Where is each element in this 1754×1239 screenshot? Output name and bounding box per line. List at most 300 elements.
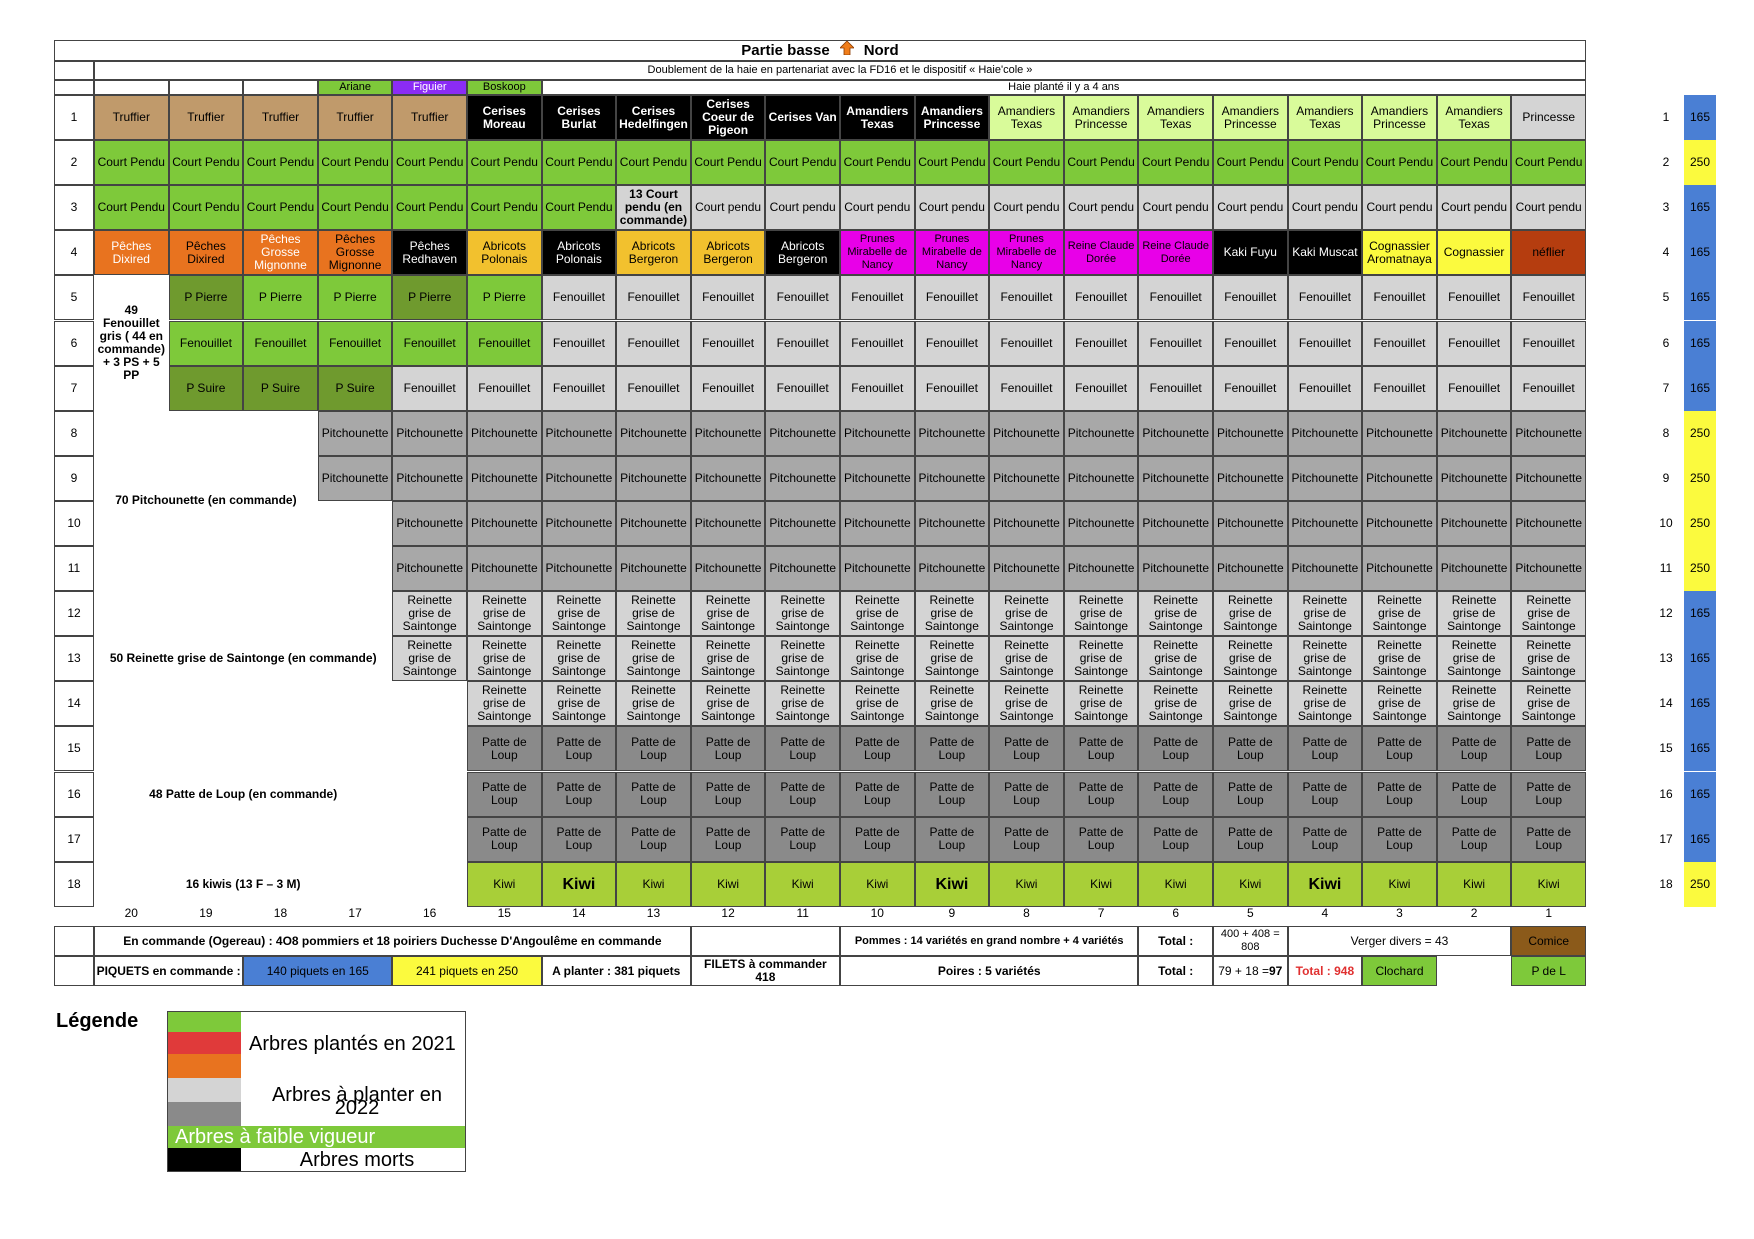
tree-cell: Court Pendu [616, 140, 691, 185]
tree-cell: Pitchounette [1288, 546, 1363, 591]
tree-cell: Court Pendu [989, 140, 1064, 185]
tree-cell: Court Pendu [691, 140, 766, 185]
tree-cell: Pêches Dixired [94, 230, 169, 275]
tree-cell: Court Pendu [94, 185, 169, 230]
tree-cell: Pitchounette [392, 411, 467, 456]
tree-cell: Cerises Burlat [542, 95, 617, 140]
tree-cell: Patte de Loup [765, 772, 840, 817]
tree-cell: Pitchounette [1437, 456, 1512, 501]
tree-cell: Pitchounette [1213, 456, 1288, 501]
tree-cell: Court pendu [1064, 185, 1139, 230]
tree-cell: Reinette grise de Saintonge [1511, 636, 1586, 681]
tree-cell: Reinette grise de Saintonge [1362, 681, 1437, 726]
tree-cell: Court Pendu [840, 140, 915, 185]
tree-cell: Court pendu [1437, 185, 1512, 230]
tree-cell: Reinette grise de Saintonge [840, 636, 915, 681]
tree-cell: Reinette grise de Saintonge [765, 591, 840, 636]
tree-cell: Court Pendu [1064, 140, 1139, 185]
tree-cell: Patte de Loup [1064, 817, 1139, 862]
tree-cell: Patte de Loup [840, 772, 915, 817]
tree-cell: 13 Court pendu (en commande) [616, 185, 691, 230]
tree-cell: Fenouillet [542, 275, 617, 320]
tree-cell: Pitchounette [1064, 546, 1139, 591]
tree-cell: Reinette grise de Saintonge [616, 591, 691, 636]
right-stake-size: 165 [1684, 275, 1716, 320]
tree-cell: Pitchounette [765, 411, 840, 456]
right-row-number: 5 [1662, 290, 1670, 305]
tree-cell: Fenouillet [1064, 366, 1139, 411]
tree-cell: Court pendu [691, 185, 766, 230]
right-row-number: 1 [1662, 110, 1670, 125]
tree-cell: Pitchounette [1437, 411, 1512, 456]
tree-cell: Abricots Bergeron [691, 230, 766, 275]
right-stake-size: 165 [1684, 591, 1716, 636]
tree-cell: Fenouillet [1511, 366, 1586, 411]
tree-cell: Court Pendu [392, 185, 467, 230]
tree-cell: Pitchounette [1213, 501, 1288, 546]
footer-total-all: Total : 948 [1288, 956, 1363, 986]
tree-cell: Kiwi [1064, 862, 1139, 907]
row-number: 8 [54, 411, 94, 456]
tree-cell: Patte de Loup [989, 817, 1064, 862]
tree-cell: Truffier [243, 95, 318, 140]
legend-swatch-red [167, 1032, 241, 1054]
tree-cell: Fenouillet [1138, 321, 1213, 366]
right-stake-size: 250 [1684, 411, 1716, 456]
tree-cell: Fenouillet [915, 366, 990, 411]
tree-cell: P Pierre [243, 275, 318, 320]
legend-swatch-green [167, 1011, 241, 1032]
tree-cell: Court pendu [1288, 185, 1363, 230]
tree-cell: Truffier [169, 95, 244, 140]
footer-pdel: P de L [1511, 956, 1586, 986]
tree-cell: Pêches Grosse Mignonne [318, 230, 393, 275]
legend-planted-2021: Arbres plantés en 2021 [249, 1033, 456, 1055]
north-arrow-icon [840, 41, 854, 55]
tree-cell: P Suire [318, 366, 393, 411]
tree-cell: Fenouillet [765, 275, 840, 320]
tree-cell: Pitchounette [989, 546, 1064, 591]
tree-cell: Patte de Loup [989, 726, 1064, 771]
tree-cell: Fenouillet [989, 275, 1064, 320]
tree-cell: Fenouillet [616, 275, 691, 320]
tree-cell: Pêches Grosse Mignonne [243, 230, 318, 275]
column-number: 6 [1172, 906, 1180, 921]
hedge-note: Haie planté il y a 4 ans [542, 80, 1586, 95]
tree-cell: Cerises Moreau [467, 95, 542, 140]
footer-a-planter: A planter : 381 piquets [542, 956, 691, 986]
tree-cell: Patte de Loup [765, 726, 840, 771]
tree-cell: Patte de Loup [616, 726, 691, 771]
tree-cell: Kiwi [1511, 862, 1586, 907]
tree-cell: Pitchounette [542, 501, 617, 546]
right-stake-size: 250 [1684, 546, 1716, 591]
tree-cell: Patte de Loup [1064, 726, 1139, 771]
right-row-number: 13 [1659, 651, 1673, 666]
tree-cell: Patte de Loup [840, 817, 915, 862]
right-row-number: 11 [1659, 561, 1673, 576]
tree-cell: Pitchounette [915, 411, 990, 456]
tree-cell: Court pendu [989, 185, 1064, 230]
tree-cell: Pitchounette [989, 411, 1064, 456]
tree-cell: Fenouillet [1362, 275, 1437, 320]
tree-cell: Pitchounette [1138, 411, 1213, 456]
row-number: 14 [54, 681, 94, 726]
tree-cell: Pitchounette [1138, 456, 1213, 501]
right-stake-size: 165 [1684, 321, 1716, 366]
column-number: 20 [124, 906, 138, 921]
tree-cell: Fenouillet [691, 321, 766, 366]
column-number: 11 [796, 906, 809, 921]
footer-total2-label: Total : [1138, 956, 1213, 986]
tree-cell: Pitchounette [1213, 411, 1288, 456]
tree-cell: Amandiers Princesse [1362, 95, 1437, 140]
tree-cell: Fenouillet [1288, 275, 1363, 320]
tree-cell: Pitchounette [616, 501, 691, 546]
tree-cell: Abricots Polonais [542, 230, 617, 275]
footer-pommes: Pommes : 14 variétés en grand nombre + 4 variétés [840, 926, 1138, 956]
tree-cell: Fenouillet [915, 275, 990, 320]
right-stake-size: 165 [1684, 636, 1716, 681]
column-number: 13 [646, 906, 661, 921]
tree-cell: Fenouillet [542, 321, 617, 366]
tree-cell: Pêches Redhaven [392, 230, 467, 275]
tree-cell: Court Pendu [94, 140, 169, 185]
tree-cell: Patte de Loup [616, 772, 691, 817]
tree-cell: Court pendu [765, 185, 840, 230]
tree-cell: Pitchounette [1362, 546, 1437, 591]
footer-poires: Poires : 5 variétés [840, 956, 1138, 986]
tree-cell: Patte de Loup [1138, 726, 1213, 771]
tree-cell: Patte de Loup [1437, 726, 1512, 771]
tree-cell: Pitchounette [1138, 546, 1213, 591]
tree-cell: Reinette grise de Saintonge [467, 636, 542, 681]
tree-cell: Reinette grise de Saintonge [1064, 636, 1139, 681]
tree-cell: Court Pendu [542, 140, 617, 185]
tree-cell: Patte de Loup [1213, 726, 1288, 771]
tree-cell: Fenouillet [765, 321, 840, 366]
tree-cell: Cerises Van [765, 95, 840, 140]
tree-cell: Patte de Loup [989, 772, 1064, 817]
tree-cell: Court pendu [915, 185, 990, 230]
tree-cell: Pitchounette [765, 501, 840, 546]
note-pitchounette: 70 Pitchounette (en commande) [115, 493, 297, 508]
tree-cell: Amandiers Texas [1138, 95, 1213, 140]
tree-cell: Patte de Loup [467, 726, 542, 771]
tree-cell: Court Pendu [1437, 140, 1512, 185]
tree-cell: Pitchounette [1288, 456, 1363, 501]
tree-cell: Cognassier [1437, 230, 1512, 275]
tree-cell: Pitchounette [1064, 501, 1139, 546]
right-stake-size: 165 [1684, 366, 1716, 411]
row-number: 2 [54, 140, 94, 185]
tree-cell: Court Pendu [467, 140, 542, 185]
tree-cell: Pitchounette [467, 411, 542, 456]
note-fenouillet: 49 Fenouillet gris ( 44 en commande) + 3 PS + 5 PP [97, 303, 165, 383]
tree-cell: Reinette grise de Saintonge [915, 681, 990, 726]
tree-cell: Pitchounette [1362, 501, 1437, 546]
column-label: Boskoop [467, 80, 542, 95]
legend-dead: Arbres morts [299, 1148, 415, 1171]
tree-cell: Pitchounette [467, 456, 542, 501]
tree-cell: Reinette grise de Saintonge [1437, 636, 1512, 681]
tree-cell: Pitchounette [691, 546, 766, 591]
row-number: 16 [54, 772, 94, 817]
tree-cell: Truffier [94, 95, 169, 140]
tree-cell: Patte de Loup [691, 817, 766, 862]
tree-cell: Pitchounette [318, 411, 393, 456]
tree-cell: Kiwi [1213, 862, 1288, 907]
tree-cell: Fenouillet [1213, 275, 1288, 320]
tree-cell: Fenouillet [392, 366, 467, 411]
tree-cell: Fenouillet [318, 321, 393, 366]
tree-cell: Patte de Loup [765, 817, 840, 862]
tree-cell: Amandiers Princesse [1213, 95, 1288, 140]
row-number: 15 [54, 726, 94, 771]
tree-cell: Pitchounette [989, 456, 1064, 501]
tree-cell: Fenouillet [1437, 275, 1512, 320]
tree-cell: Fenouillet [1437, 321, 1512, 366]
footer-blank [54, 926, 94, 956]
footer-blank-2 [54, 956, 94, 986]
tree-cell: P Pierre [392, 275, 467, 320]
tree-cell: Pitchounette [616, 456, 691, 501]
tree-cell: Pitchounette [1437, 501, 1512, 546]
tree-cell: Kaki Muscat [1288, 230, 1363, 275]
north-label: Nord [863, 42, 899, 59]
tree-cell: Kiwi [542, 862, 617, 907]
tree-cell: Patte de Loup [1288, 726, 1363, 771]
tree-cell: Reinette grise de Saintonge [915, 591, 990, 636]
tree-cell: Reinette grise de Saintonge [392, 636, 467, 681]
legend-swatch-dark-gray [167, 1102, 241, 1126]
tree-cell: Fenouillet [1213, 321, 1288, 366]
column-number: 4 [1321, 906, 1329, 921]
tree-cell: Patte de Loup [542, 817, 617, 862]
tree-cell: Reinette grise de Saintonge [1064, 681, 1139, 726]
tree-cell: Pitchounette [765, 456, 840, 501]
tree-cell: Pitchounette [1064, 411, 1139, 456]
footer-total-label: Total : [1138, 926, 1213, 956]
right-stake-size: 165 [1684, 230, 1716, 275]
column-number: 16 [423, 906, 437, 921]
tree-cell: Abricots Bergeron [616, 230, 691, 275]
tree-cell: Fenouillet [169, 321, 244, 366]
tree-cell: Amandiers Princesse [915, 95, 990, 140]
tree-cell: Cognassier Aromatnaya [1362, 230, 1437, 275]
tree-cell: Kiwi [989, 862, 1064, 907]
tree-cell: Fenouillet [616, 321, 691, 366]
right-row-number: 3 [1662, 200, 1670, 215]
subtitle: Doublement de la haie en partenariat avec la FD16 et le dispositif « Haie'cole » [94, 61, 1586, 80]
tree-cell: Patte de Loup [1511, 772, 1586, 817]
column-number: 12 [721, 906, 735, 921]
tree-cell: Kiwi [1362, 862, 1437, 907]
footer-filets: FILETS à commander 418 [691, 956, 840, 986]
tree-cell: Kiwi [840, 862, 915, 907]
tree-cell: Reinette grise de Saintonge [765, 681, 840, 726]
tree-cell: Pitchounette [318, 456, 393, 501]
tree-cell: Patte de Loup [467, 817, 542, 862]
tree-cell: Cerises Coeur de Pigeon [691, 95, 766, 140]
tree-cell: Fenouillet [467, 366, 542, 411]
row-number: 11 [54, 546, 94, 591]
right-stake-size: 165 [1684, 185, 1716, 230]
tree-cell: Amandiers Texas [1437, 95, 1512, 140]
header-blank-2 [54, 80, 94, 95]
tree-cell: Patte de Loup [915, 772, 990, 817]
column-number: 10 [870, 906, 884, 921]
tree-cell: Pitchounette [1437, 546, 1512, 591]
tree-cell: Patte de Loup [1437, 772, 1512, 817]
row-number: 1 [54, 95, 94, 140]
right-row-number: 14 [1659, 696, 1673, 711]
right-stake-size: 165 [1684, 772, 1716, 817]
footer-piquets-label: PIQUETS en commande : [94, 956, 243, 986]
tree-cell: Pitchounette [1288, 411, 1363, 456]
tree-cell: Fenouillet [691, 275, 766, 320]
column-number: 1 [1545, 906, 1553, 921]
tree-cell: Pitchounette [1362, 456, 1437, 501]
tree-cell: Patte de Loup [1362, 726, 1437, 771]
column-number: 17 [348, 906, 362, 921]
tree-cell: Patte de Loup [1138, 817, 1213, 862]
footer-empty-2 [1437, 956, 1512, 986]
right-row-number: 8 [1662, 425, 1670, 440]
tree-cell: Fenouillet [691, 366, 766, 411]
tree-cell: Pitchounette [392, 501, 467, 546]
legend-swatch-orange [167, 1054, 241, 1078]
tree-cell: Court Pendu [318, 185, 393, 230]
page-title: Partie basse [741, 42, 830, 59]
tree-cell: Kaki Fuyu [1213, 230, 1288, 275]
tree-cell: P Pierre [318, 275, 393, 320]
legend-swatch-black [167, 1148, 241, 1172]
tree-cell: Princesse [1511, 95, 1586, 140]
tree-cell: Kiwi [616, 862, 691, 907]
tree-cell: Reinette grise de Saintonge [691, 681, 766, 726]
tree-cell: Patte de Loup [1138, 772, 1213, 817]
tree-cell: Court pendu [840, 185, 915, 230]
row-number: 18 [54, 862, 94, 907]
tree-cell: Fenouillet [989, 366, 1064, 411]
tree-cell: Pitchounette [1288, 501, 1363, 546]
tree-cell: Pitchounette [915, 501, 990, 546]
tree-cell: Patte de Loup [1362, 817, 1437, 862]
tree-cell: Patte de Loup [1511, 726, 1586, 771]
header-blank [54, 61, 94, 80]
tree-cell: Reinette grise de Saintonge [1362, 636, 1437, 681]
footer-piquets-165: 140 piquets en 165 [243, 956, 392, 986]
legend-weak: Arbres à faible vigueur [167, 1126, 466, 1148]
tree-cell: Fenouillet [1064, 321, 1139, 366]
tree-cell: Pitchounette [392, 546, 467, 591]
tree-cell: Kiwi [467, 862, 542, 907]
right-row-number: 16 [1659, 786, 1673, 801]
tree-cell: Reinette grise de Saintonge [840, 591, 915, 636]
tree-cell: Reinette grise de Saintonge [542, 681, 617, 726]
tree-cell: P Pierre [169, 275, 244, 320]
tree-cell: Reinette grise de Saintonge [1213, 636, 1288, 681]
tree-cell: Fenouillet [1213, 366, 1288, 411]
note-patte: 48 Patte de Loup (en commande) [149, 786, 338, 801]
column-number: 19 [199, 906, 213, 921]
footer-clochard: Clochard [1362, 956, 1437, 986]
tree-cell: Fenouillet [243, 321, 318, 366]
tree-cell: Patte de Loup [1213, 817, 1288, 862]
footer-verger: Verger divers = 43 [1288, 926, 1512, 956]
tree-cell: Amandiers Texas [989, 95, 1064, 140]
tree-cell: Fenouillet [467, 321, 542, 366]
tree-cell: Reine Claude Dorée [1064, 230, 1139, 275]
tree-cell: Court Pendu [542, 185, 617, 230]
tree-cell: Pitchounette [840, 411, 915, 456]
tree-cell: Abricots Polonais [467, 230, 542, 275]
tree-cell: Patte de Loup [1288, 772, 1363, 817]
tree-cell: Pitchounette [1511, 501, 1586, 546]
tree-cell: Pitchounette [840, 546, 915, 591]
tree-cell: Patte de Loup [691, 772, 766, 817]
tree-cell: Reinette grise de Saintonge [1437, 591, 1512, 636]
row-number: 17 [54, 817, 94, 862]
note-reinette: 50 Reinette grise de Saintonge (en commande) [109, 651, 377, 666]
footer-empty [691, 926, 840, 956]
tree-cell: Pitchounette [691, 501, 766, 546]
tree-cell: néflier [1511, 230, 1586, 275]
tree-cell: Reinette grise de Saintonge [1288, 636, 1363, 681]
tree-cell: Pitchounette [840, 456, 915, 501]
row-number: 9 [54, 456, 94, 501]
tree-cell: Truffier [392, 95, 467, 140]
tree-cell: Pitchounette [1138, 501, 1213, 546]
tree-cell: Amandiers Texas [1288, 95, 1363, 140]
tree-cell: Abricots Bergeron [765, 230, 840, 275]
tree-cell: Court Pendu [467, 185, 542, 230]
tree-cell: Court Pendu [1213, 140, 1288, 185]
tree-cell: Reinette grise de Saintonge [542, 591, 617, 636]
tree-cell: Reinette grise de Saintonge [989, 591, 1064, 636]
row-number: 10 [54, 501, 94, 546]
tree-cell: Patte de Loup [1213, 772, 1288, 817]
tree-cell: Patte de Loup [1511, 817, 1586, 862]
tree-cell: Pitchounette [616, 411, 691, 456]
tree-cell: Amandiers Texas [840, 95, 915, 140]
right-row-number: 12 [1659, 606, 1673, 621]
tree-cell: Reinette grise de Saintonge [840, 681, 915, 726]
column-number: 15 [497, 906, 511, 921]
row-number: 12 [54, 591, 94, 636]
legend-title: Légende [56, 1010, 139, 1032]
tree-cell: Reinette grise de Saintonge [392, 591, 467, 636]
tree-cell: Fenouillet [915, 321, 990, 366]
tree-cell: Reinette grise de Saintonge [1511, 681, 1586, 726]
column-number: 5 [1246, 906, 1254, 921]
column-number: 3 [1396, 906, 1403, 921]
legend-to-plant-2022: Arbres à planter en 2022 [271, 1084, 443, 1119]
column-label: Figuier [392, 80, 467, 95]
tree-cell: P Suire [243, 366, 318, 411]
tree-cell: Pitchounette [1064, 456, 1139, 501]
right-row-number: 4 [1662, 245, 1670, 260]
tree-cell: Kiwi [915, 862, 990, 907]
tree-cell: Kiwi [765, 862, 840, 907]
right-stake-size: 250 [1684, 501, 1716, 546]
tree-cell: Court pendu [1138, 185, 1213, 230]
right-row-number: 9 [1662, 470, 1670, 485]
right-stake-size: 165 [1684, 726, 1716, 771]
right-stake-size: 165 [1684, 817, 1716, 862]
right-stake-size: 165 [1684, 95, 1716, 140]
